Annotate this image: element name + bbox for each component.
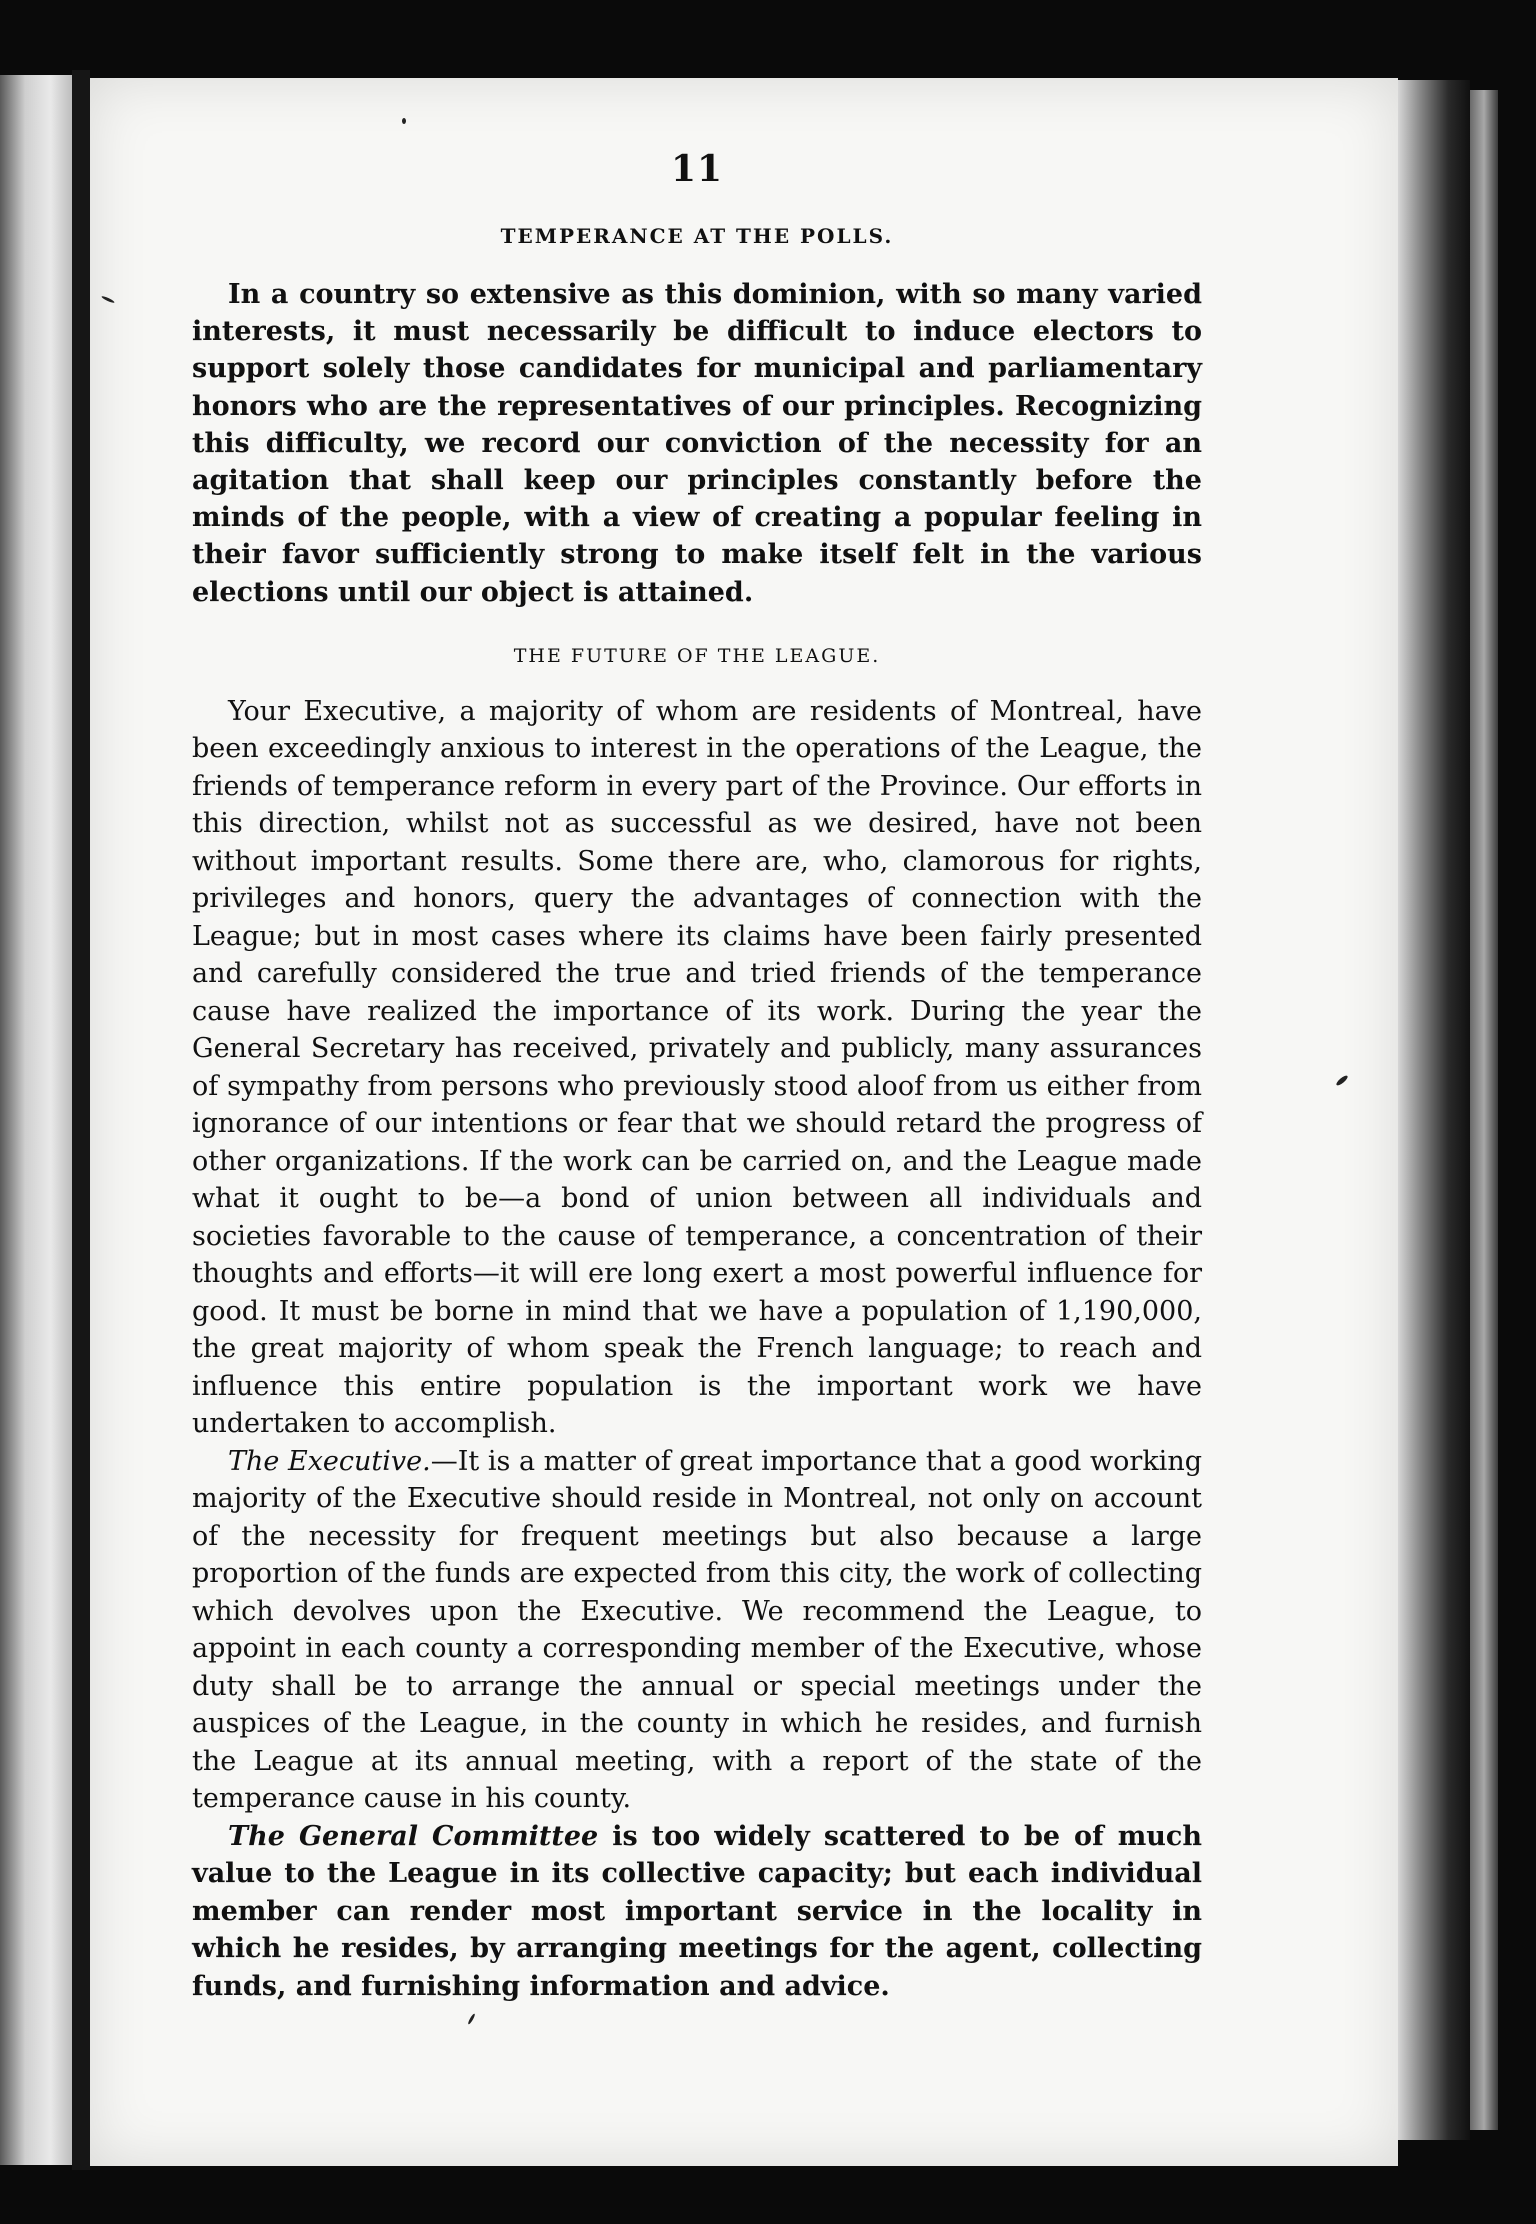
section-heading: THE FUTURE OF THE LEAGUE. xyxy=(513,644,881,667)
section-heading: TEMPERANCE AT THE POLLS. xyxy=(500,224,894,248)
ink-speck xyxy=(101,295,115,304)
paragraph: In a country so extensive as this dominion, with so many varied interests, it must necessarily be difficult to induce electors to support solely those candidates for municipal and parliamentary honors who are the representatives of our principles. Recognizing this difficulty, we record our conviction of the necessity for an agitation that shall keep our principles constantly before the minds of the people, with a view of creating a popular feeling in their favor sufficiently strong to make itself felt in the various elections until our object is attained. xyxy=(192,279,1202,608)
right-page-edges xyxy=(1398,80,1470,2140)
ink-speck xyxy=(1335,1074,1349,1087)
paragraph-body: —It is a matter of great importance that a good working majority of the Executive should reside in Montreal, not only on account of the necessity for frequent meetings but also because a large proportion of the funds are expected from this city, the work of collecting which devolves upon the Executive. We recommend the League, to appoint in each county a corresponding member of the Executive, whose duty shall be to arrange the annual or special meetings under the auspices of the League, in the county in which he resides, and furnish the League at its annual meeting, with a report of the state of the temperance cause in his county. xyxy=(192,1445,1202,1815)
paragraph xyxy=(192,1818,1202,2006)
book-cover-edge xyxy=(1470,90,1498,2130)
paragraph-body: is too widely scattered to be of much value to the League in its collective capacity; but each individual member can render most important service in the locality in which he resides, by arranging meetings for the agent, collecting funds, and furnishing information and advice. xyxy=(192,1820,1202,2002)
page-number: 11 xyxy=(670,148,724,190)
paragraph: Your Executive, a majority of whom are residents of Montreal, have been exceedingly anxious to interest in the operations of the League, the friends of temperance reform in every part of the Province. Our efforts in this direction, whilst not as successful as we desired, have not been without important results. Some there are, who, clamorous for rights, privileges and honors, query the advantages of connection with the League; but in most cases where its claims have been fairly presented and carefully considered the true and tried friends of the temperance cause have realized the importance of its work. During the year the General Secretary has received, privately and publicly, many assurances of sympathy from persons who previously stood aloof from us either from ignorance of our intentions or fear that we should retard the progress of other organizations. If the work can be carried on, and the League made what it ought to be—a bond of union between all individuals and societies favorable to the cause of temperance, a concentration of their thoughts and efforts—it will ere long exert a most powerful influence for good. It must be borne in mind that we have a population of 1,190,000, the great majority of whom speak the French language; to reach and influence this entire population is the important work we have undertaken to accomplish. xyxy=(192,695,1202,1440)
ink-speck xyxy=(467,2013,476,2025)
page-text xyxy=(192,148,1202,2005)
book-page xyxy=(90,78,1398,2166)
book-gutter xyxy=(72,70,90,2170)
paragraph-lead: The Executive. xyxy=(228,1445,431,1477)
ink-speck xyxy=(402,118,406,124)
paragraph xyxy=(192,1443,1202,1818)
left-page-edge xyxy=(0,75,72,2165)
paragraph-lead: The General Committee xyxy=(228,1820,599,1852)
